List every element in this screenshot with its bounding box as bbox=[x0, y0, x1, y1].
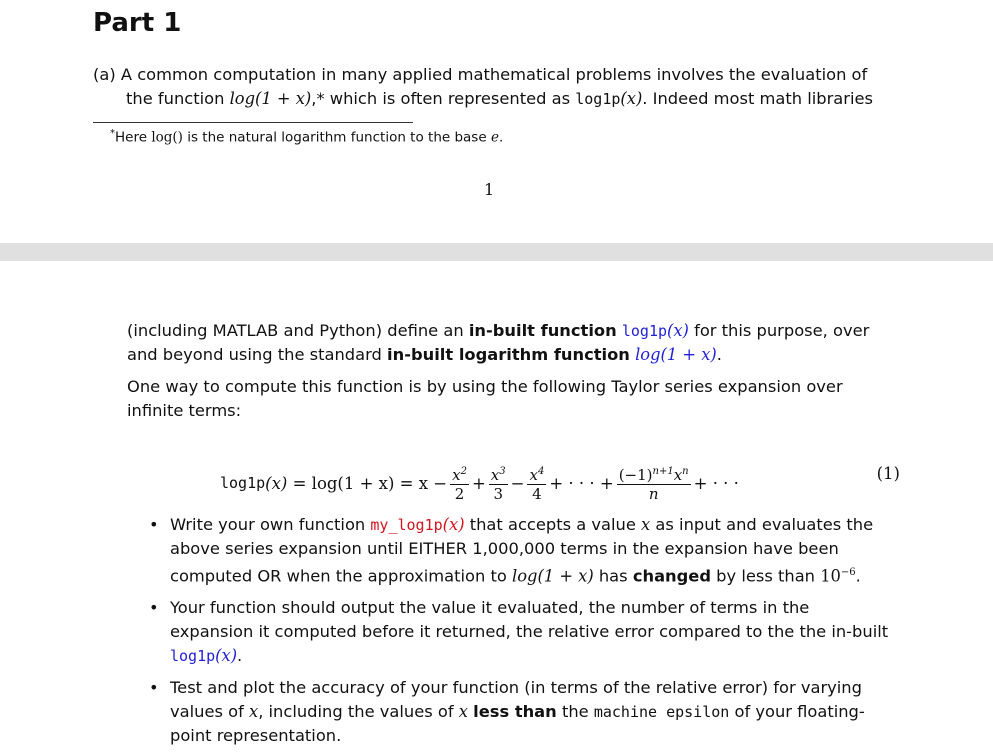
code-log1p: log1p bbox=[575, 90, 621, 108]
task-list bbox=[147, 513, 895, 756]
footnote-divider bbox=[93, 122, 413, 123]
paragraph-libraries: (including MATLAB and Python) define an in-built function log1p(x) for this purpose, over and beyond using the standard in-built logarithm function log(1 + x). bbox=[127, 321, 870, 364]
bullet-icon: • bbox=[149, 678, 159, 698]
log-expression: log(1 + x) bbox=[229, 89, 312, 108]
paragraph-a-line1: (a) A common computation in many applied mathematical problems involves the evaluation of bbox=[93, 65, 868, 84]
taylor-series-equation: log1p (x) = log(1 + x) = x − $\frac{x^2}{2}$ + $\frac{x^3}{3}$ − $\frac{x^4}{4}$ + · · · + $\frac{(-1)^{n+1}x^n}{n}$ + · · · (1) bbox=[220, 464, 900, 503]
fraction-term-2: $\frac{x^2}{2}$ bbox=[452, 466, 467, 503]
page-break-gap bbox=[0, 243, 993, 261]
paragraph-a bbox=[93, 63, 895, 111]
list-item: • Test and plot the accuracy of your function (in terms of the relative error) for varying values of x, including the values of x less than the machine epsilon of your floating-point representation. bbox=[149, 678, 865, 746]
list-item: • Your function should output the value it evaluated, the number of terms in the expansion it computed before it returned, the relative error compared to the the in-built log1p(x). bbox=[149, 598, 889, 666]
paragraph-taylor-intro: One way to compute this function is by using the following Taylor series expansion over infinite terms: bbox=[127, 377, 843, 420]
part-title: Part 1 bbox=[93, 8, 182, 38]
fraction-term-3: $\frac{x^3}{3}$ bbox=[490, 466, 506, 503]
code-log1p: log1p bbox=[621, 322, 668, 340]
page-number: 1 bbox=[484, 180, 495, 199]
bullet-icon: • bbox=[149, 515, 159, 534]
code-log1p: log1p bbox=[170, 647, 216, 666]
fraction-term-4: $\frac{x^4}{4}$ bbox=[529, 466, 545, 503]
list-item: • Write your own function my_log1p(x) that accepts a value x as input and evaluates the above series expansion until EITHER 1,000,000 terms in the expansion have been computed OR when the approximation to log(1 + x) has changed by less than $10^{-6}$. bbox=[149, 515, 874, 586]
equation-number: (1) bbox=[876, 464, 900, 483]
log-expression: log(1 + x) bbox=[635, 345, 717, 364]
paragraph-a-line2: the function log(1 + x),* which is often represented as log1p(x). Indeed most math libraries bbox=[126, 89, 873, 108]
code-machine-epsilon: machine epsilon bbox=[593, 703, 730, 722]
bullet-icon: • bbox=[149, 598, 159, 618]
code-my-log1p: my_log1p bbox=[370, 516, 443, 534]
footnote: *Here log() is the natural logarithm function to the base e. bbox=[110, 128, 504, 146]
fraction-term-n: $\frac{(-1)^{n+1}x^n}{n}$ bbox=[618, 466, 689, 503]
